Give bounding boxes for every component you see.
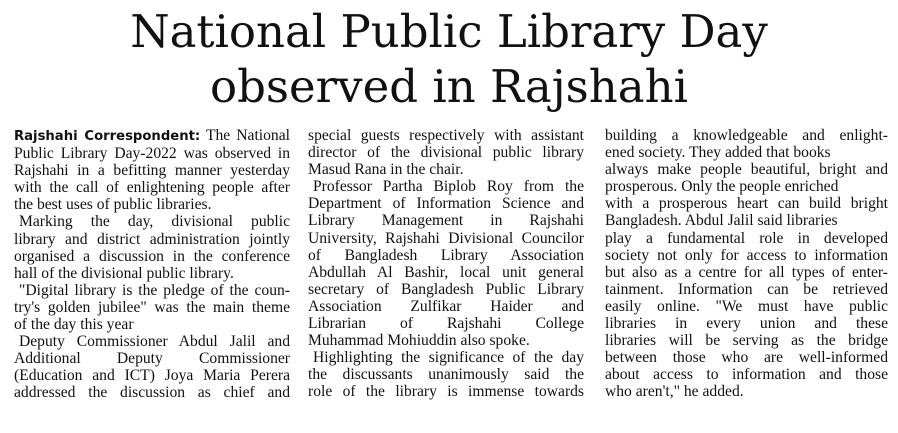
text-line: libraries in every union and these [605, 315, 888, 333]
text-line: Rajshahi in a befitting manner yesterday [14, 162, 290, 180]
text-line: easily online. "We must have public [605, 297, 888, 315]
text-line: Library Management in Rajshahi [308, 212, 584, 230]
text-line: special guests respectively with assistant [308, 127, 584, 144]
text-line: but also as a centre for all types of enter- [605, 263, 888, 281]
text-line: who aren't," he added. [605, 383, 744, 401]
text-line: role of the library is immense towards [308, 383, 584, 401]
text-line: ened society. They added that books [605, 144, 831, 162]
text-line: Marking the day, divisional public [19, 213, 290, 231]
paragraph [308, 349, 584, 400]
text-line: secretary of Bangladesh Public Library [308, 280, 584, 298]
text-line: society not only for access to information [605, 246, 888, 264]
text-line: Abdullah Al Bashir, local unit general [308, 263, 584, 281]
text-line: of the day this year [14, 316, 134, 334]
text-line: building a knowledgeable and enlight- [605, 127, 888, 144]
paragraph [308, 178, 584, 349]
text-line: play a fundamental role in developed [605, 229, 888, 247]
text-line: between those who are well-informed [605, 349, 888, 367]
paragraph [605, 127, 888, 401]
text-line: University, Rajshahi Divisional Councilor [308, 229, 584, 247]
paragraph [14, 213, 290, 281]
text-line: always make people beautiful, bright and [605, 161, 888, 179]
headline-line-1: National Public Library Day [130, 5, 768, 58]
article-column-1 [14, 127, 290, 402]
text-line: "Digital library is the pledge of the coun- [19, 281, 290, 299]
paragraph [308, 127, 584, 178]
paragraph [14, 333, 290, 401]
text-line: (Education and ICT) Joya Maria Perera [14, 367, 290, 385]
text-line: Highlighting the significance of the day [313, 349, 584, 367]
text-line: of Bangladesh Library Association [308, 246, 584, 264]
text-line: tainment. Information can be retrieved [605, 280, 888, 298]
text-line: library and district administration jointly [14, 230, 290, 248]
text-line: hall of the divisional public library. [14, 264, 234, 282]
text-line: organised a discussion in the conference [14, 247, 290, 265]
headline [0, 4, 898, 114]
article-column-3 [605, 127, 888, 401]
article-body [14, 127, 890, 427]
paragraph [14, 127, 290, 213]
text-line: Professor Partha Biplob Roy from the [313, 178, 584, 196]
text-line: Deputy Commissioner Abdul Jalil and [19, 333, 290, 351]
paragraph [14, 282, 290, 333]
text-line: Association Zulfikar Haider and [308, 297, 584, 315]
text-line: addressed the discussion as chief and [14, 384, 290, 402]
text-line: Bangladesh. Abdul Jalil said libraries [605, 212, 838, 230]
text-line: Masud Rana in the chair. [308, 161, 464, 179]
text-line: with the call of enlightening people after [14, 179, 290, 197]
text-line: director of the divisional public library [308, 144, 584, 162]
byline: Rajshahi Correspondent: [14, 129, 201, 144]
text-line: Librarian of Rajshahi College [308, 315, 584, 333]
text-line: Department of Information Science and [308, 195, 584, 213]
text-line: prosperous. Only the people enriched [605, 178, 839, 196]
text-line: Public Library Day-2022 was observed in [14, 145, 290, 163]
text-line: about access to information and those [605, 366, 888, 384]
text-line: Rajshahi Correspondent: The National [14, 127, 290, 144]
article-column-2 [308, 127, 584, 401]
text-line: try's golden jubilee" was the main theme [14, 298, 290, 316]
text-line: the best uses of public libraries. [14, 196, 212, 214]
text-line: libraries will be serving as the bridge [605, 332, 888, 350]
text-line: Muhammad Mohiuddin also spoke. [308, 332, 530, 350]
text-line: the discussants unanimously said the [308, 366, 584, 384]
text-line: with a prosperous heart can build bright [605, 195, 888, 213]
text-line: Additional Deputy Commissioner [14, 350, 290, 368]
headline-line-2: observed in Rajshahi [210, 60, 688, 113]
